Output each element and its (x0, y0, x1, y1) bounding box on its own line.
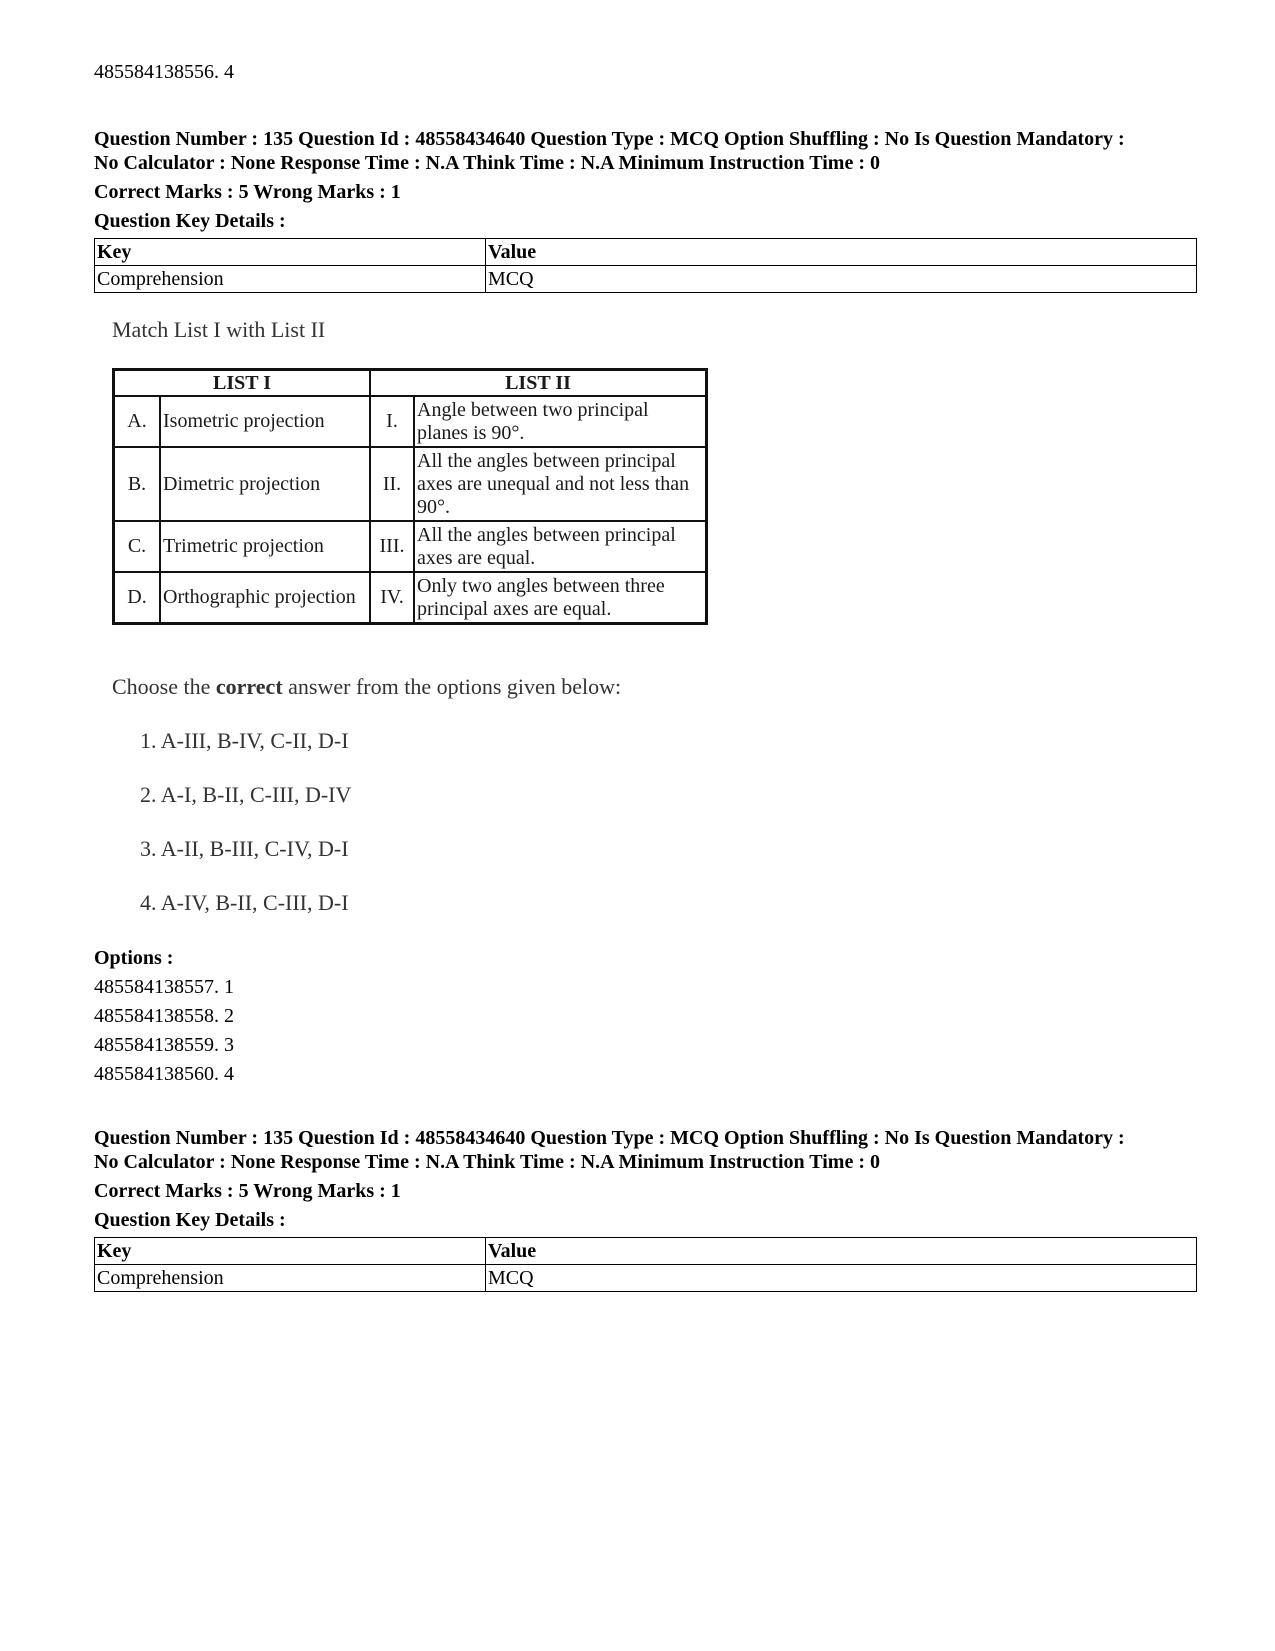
row-label: A. (114, 396, 161, 447)
value-cell: MCQ (486, 266, 1197, 293)
list1-header: LIST I (114, 370, 371, 397)
answer-choice-1: 1. A-III, B-IV, C-II, D-I (140, 728, 349, 753)
choose-instruction (112, 674, 621, 700)
marks-line: Correct Marks : 5 Wrong Marks : 1 (94, 1180, 401, 1202)
answer-choice-4: 4. A-IV, B-II, C-III, D-I (140, 890, 349, 915)
row-label: B. (114, 447, 161, 521)
match-row (114, 396, 707, 447)
list1-item: Trimetric projection (160, 521, 370, 572)
option-line: 485584138557. 1 (94, 976, 234, 998)
previous-option-line: 485584138556. 4 (94, 61, 234, 83)
key-cell: Comprehension (95, 266, 486, 293)
match-header-row (114, 370, 707, 397)
match-row (114, 572, 707, 624)
value-header: Value (486, 239, 1197, 266)
match-row (114, 521, 707, 572)
table-row (95, 266, 1197, 293)
question-meta-line-1: Question Number : 135 Question Id : 48558434640 Question Type : MCQ Option Shuffling : No Is Question Mandatory : (94, 128, 1125, 150)
key-details-table (94, 1237, 1197, 1292)
table-row (95, 1265, 1197, 1292)
option-line: 485584138559. 3 (94, 1034, 234, 1056)
key-header: Key (95, 1238, 486, 1265)
row-label: D. (114, 572, 161, 624)
row-numeral: I. (370, 396, 414, 447)
row-numeral: IV. (370, 572, 414, 624)
row-numeral: III. (370, 521, 414, 572)
option-line: 485584138558. 2 (94, 1005, 234, 1027)
key-header: Key (95, 239, 486, 266)
table-header-row (95, 1238, 1197, 1265)
choose-suffix: answer from the options given below: (282, 674, 622, 699)
row-numeral: II. (370, 447, 414, 521)
answer-choice-2: 2. A-I, B-II, C-III, D-IV (140, 782, 352, 807)
value-header: Value (486, 1238, 1197, 1265)
match-table (112, 368, 708, 625)
question-meta-line-1: Question Number : 135 Question Id : 48558434640 Question Type : MCQ Option Shuffling : No Is Question Mandatory : (94, 1127, 1125, 1149)
question-meta-line-2: No Calculator : None Response Time : N.A Think Time : N.A Minimum Instruction Time : 0 (94, 152, 880, 174)
list1-item: Orthographic projection (160, 572, 370, 624)
list1-item: Dimetric projection (160, 447, 370, 521)
list2-item: Only two angles between three principal axes are equal. (414, 572, 707, 624)
match-row (114, 447, 707, 521)
question-meta-line-2: No Calculator : None Response Time : N.A Think Time : N.A Minimum Instruction Time : 0 (94, 1151, 880, 1173)
key-details-label: Question Key Details : (94, 210, 286, 232)
options-label: Options : (94, 947, 174, 969)
list2-item: Angle between two principal planes is 90°. (414, 396, 707, 447)
question-intro: Match List I with List II (112, 317, 326, 342)
list2-item: All the angles between principal axes are unequal and not less than 90°. (414, 447, 707, 521)
choose-emphasis: correct (215, 674, 283, 699)
table-header-row (95, 239, 1197, 266)
row-label: C. (114, 521, 161, 572)
choose-prefix: Choose the (112, 674, 216, 699)
key-details-label: Question Key Details : (94, 1209, 286, 1231)
value-cell: MCQ (486, 1265, 1197, 1292)
answer-choice-3: 3. A-II, B-III, C-IV, D-I (140, 836, 349, 861)
marks-line: Correct Marks : 5 Wrong Marks : 1 (94, 181, 401, 203)
option-line: 485584138560. 4 (94, 1063, 234, 1085)
list1-item: Isometric projection (160, 396, 370, 447)
key-cell: Comprehension (95, 1265, 486, 1292)
key-details-table (94, 238, 1197, 293)
list2-header: LIST II (370, 370, 707, 397)
list2-item: All the angles between principal axes are equal. (414, 521, 707, 572)
